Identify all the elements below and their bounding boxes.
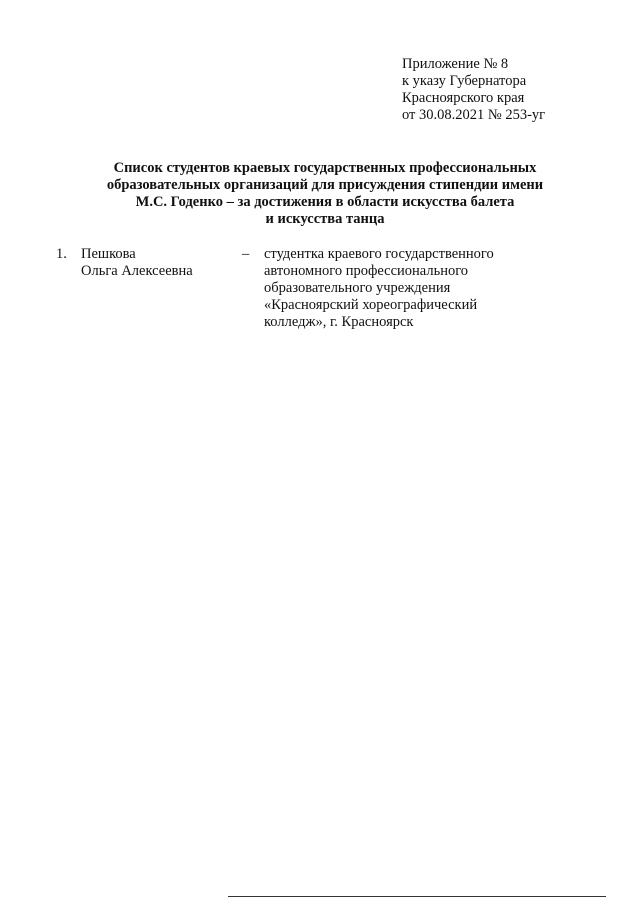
annex-date-number: от 30.08.2021 № 253-уг (402, 107, 546, 123)
description-line: «Красноярский хореографический (264, 297, 478, 313)
description-line: автономного профессионального (264, 263, 469, 279)
annex-header (402, 56, 545, 124)
student-surname: Пешкова (81, 246, 136, 262)
annex-number: Приложение № 8 (402, 56, 509, 72)
student-given-names: Ольга Алексеевна (81, 263, 193, 279)
list-item-number: 1. (56, 246, 67, 262)
description-line: колледж», г. Красноярск (264, 314, 414, 330)
separator-dash: – (242, 246, 250, 262)
document-title (60, 160, 590, 228)
annex-region: Красноярского края (402, 90, 525, 106)
student-description (264, 246, 494, 331)
title-line: Список студентов краевых государственных профессиональных (113, 160, 537, 176)
title-line: образовательных организаций для присуждения стипендии имени (106, 177, 544, 193)
description-line: образовательного учреждения (264, 280, 451, 296)
bottom-rule (228, 896, 606, 897)
description-line: студентка краевого государственного (264, 246, 494, 262)
title-line: М.С. Годенко – за достижения в области искусства балета (135, 194, 515, 210)
student-name (81, 246, 193, 280)
annex-decree-ref: к указу Губернатора (402, 73, 527, 89)
title-line: и искусства танца (265, 211, 385, 227)
